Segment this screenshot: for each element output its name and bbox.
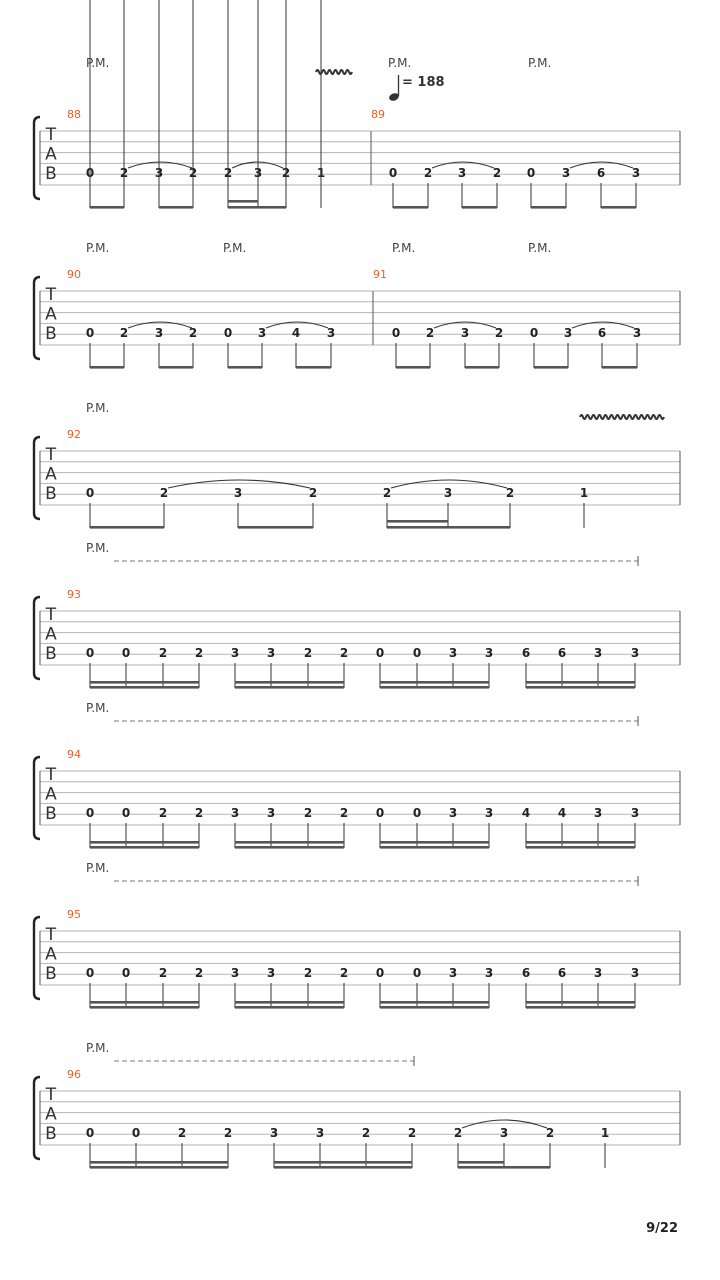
beam	[235, 1006, 344, 1009]
beam	[235, 846, 344, 849]
beam	[380, 841, 489, 844]
fret-number: 2	[453, 1126, 463, 1140]
vibrato-mark	[580, 415, 664, 419]
tab-clef-letter: T	[45, 1085, 57, 1105]
palm-mute-label: P.M.	[388, 56, 412, 70]
tab-clef-letter: A	[45, 944, 57, 965]
fret-number: 2	[158, 966, 168, 980]
measure-number: 90	[67, 268, 81, 281]
fret-number: 3	[448, 966, 458, 980]
fret-number: 2	[494, 326, 504, 340]
tab-clef-letter: T	[45, 285, 57, 305]
fret-number: 0	[529, 326, 539, 340]
palm-mute-label: P.M.	[86, 241, 110, 255]
beam	[380, 681, 489, 684]
beam	[296, 366, 331, 369]
fret-number: 3	[484, 966, 494, 980]
fret-number: 3	[257, 326, 267, 340]
fret-number: 2	[308, 486, 318, 500]
fret-number: 3	[561, 166, 571, 180]
beam	[602, 366, 637, 369]
beam	[90, 686, 199, 689]
tab-clef-letter: B	[45, 964, 57, 984]
palm-mute-label: P.M.	[86, 541, 110, 555]
measure-number: 96	[67, 1068, 81, 1081]
palm-mute-label: P.M.	[86, 861, 110, 875]
tab-clef-letter: A	[45, 1104, 57, 1125]
tab-clef-letter: A	[45, 464, 57, 485]
tab-staff	[34, 757, 680, 839]
fret-number: 0	[85, 326, 95, 340]
fret-number: 0	[85, 166, 95, 180]
fret-number: 2	[159, 486, 169, 500]
fret-number: 3	[269, 1126, 279, 1140]
palm-mute-label: P.M.	[86, 701, 110, 715]
fret-number: 0	[526, 166, 536, 180]
tab-clef-letter: A	[45, 624, 57, 645]
beam	[90, 526, 164, 529]
palm-mute-label: P.M.	[223, 241, 247, 255]
system-bracket	[34, 597, 40, 679]
beam	[235, 1001, 344, 1004]
tab-clef-letter: B	[45, 1124, 57, 1144]
beam	[387, 526, 510, 529]
beam	[393, 206, 428, 209]
beam	[228, 366, 262, 369]
fret-number: 3	[631, 166, 641, 180]
fret-number: 0	[375, 966, 385, 980]
tab-clef-letter: A	[45, 304, 57, 325]
tab-clef-letter: A	[45, 144, 57, 165]
fret-number: 0	[85, 1126, 95, 1140]
fret-number: 1	[579, 486, 589, 500]
measure-number: 93	[67, 588, 81, 601]
fret-number: 4	[291, 326, 301, 340]
beam	[90, 206, 124, 209]
palm-mute-label: P.M.	[86, 56, 110, 70]
fret-number: 2	[223, 1126, 233, 1140]
fret-number: 3	[315, 1126, 325, 1140]
fret-number: 2	[223, 166, 233, 180]
fret-number: 3	[230, 646, 240, 660]
beam	[238, 526, 313, 529]
beam	[526, 686, 635, 689]
fret-number: 0	[121, 966, 131, 980]
fret-number: 6	[597, 326, 607, 340]
fret-number: 3	[460, 326, 470, 340]
fret-number: 3	[230, 966, 240, 980]
palm-mute-label: P.M.	[392, 241, 416, 255]
fret-number: 6	[521, 966, 531, 980]
tab-clef-letter: T	[45, 445, 57, 465]
tab-clef-letter: B	[45, 484, 57, 504]
fret-number: 3	[448, 646, 458, 660]
tab-clef-letter: B	[45, 164, 57, 184]
beam	[458, 1161, 504, 1164]
fret-number: 0	[388, 166, 398, 180]
system-bracket	[34, 117, 40, 199]
beam	[380, 846, 489, 849]
fret-number: 1	[600, 1126, 610, 1140]
beam	[380, 686, 489, 689]
palm-mute-label: P.M.	[86, 401, 110, 415]
fret-number: 3	[593, 806, 603, 820]
fret-number: 6	[521, 646, 531, 660]
fret-number: 2	[188, 166, 198, 180]
fret-number: 2	[194, 806, 204, 820]
beam	[90, 1006, 199, 1009]
beam	[526, 1001, 635, 1004]
fret-number: 3	[593, 966, 603, 980]
fret-number: 3	[484, 646, 494, 660]
beam	[235, 686, 344, 689]
fret-number: 2	[492, 166, 502, 180]
beam	[387, 520, 448, 523]
fret-number: 3	[499, 1126, 509, 1140]
fret-number: 3	[443, 486, 453, 500]
fret-number: 0	[85, 646, 95, 660]
fret-number: 2	[194, 646, 204, 660]
beam	[462, 206, 497, 209]
beam	[534, 366, 568, 369]
beam	[235, 841, 344, 844]
fret-number: 6	[557, 646, 567, 660]
tab-clef-letter: T	[45, 765, 57, 785]
fret-number: 3	[484, 806, 494, 820]
tab-clef-letter: B	[45, 324, 57, 344]
tab-staff	[34, 1077, 680, 1159]
beam	[235, 681, 344, 684]
beam	[380, 1001, 489, 1004]
beam	[159, 206, 193, 209]
fret-number: 0	[121, 646, 131, 660]
fret-number: 3	[233, 486, 243, 500]
tab-clef-letter: T	[45, 925, 57, 945]
palm-mute-label: P.M.	[528, 241, 552, 255]
system-bracket	[34, 917, 40, 999]
fret-number: 2	[425, 326, 435, 340]
fret-number: 3	[448, 806, 458, 820]
system-bracket	[34, 1077, 40, 1159]
beam	[526, 846, 635, 849]
fret-number: 3	[630, 646, 640, 660]
fret-number: 3	[563, 326, 573, 340]
beam	[531, 206, 566, 209]
measure-number: 91	[373, 268, 387, 281]
fret-number: 0	[412, 806, 422, 820]
fret-number: 0	[391, 326, 401, 340]
fret-number: 2	[423, 166, 433, 180]
fret-number: 0	[375, 646, 385, 660]
tab-clef-letter: T	[45, 605, 57, 625]
beam	[458, 1166, 550, 1169]
fret-number: 3	[632, 326, 642, 340]
fret-number: 3	[266, 966, 276, 980]
beam	[526, 1006, 635, 1009]
fret-number: 1	[316, 166, 326, 180]
fret-number: 2	[119, 166, 129, 180]
fret-number: 3	[457, 166, 467, 180]
fret-number: 2	[177, 1126, 187, 1140]
beam	[90, 841, 199, 844]
fret-number: 3	[253, 166, 263, 180]
fret-number: 0	[223, 326, 233, 340]
beam	[601, 206, 636, 209]
beam	[159, 366, 193, 369]
tab-staff	[34, 437, 680, 519]
tab-staff	[34, 917, 680, 999]
tab-clef-letter: T	[45, 125, 57, 145]
fret-number: 2	[303, 646, 313, 660]
system-bracket	[34, 277, 40, 359]
measure-number: 88	[67, 108, 81, 121]
fret-number: 4	[521, 806, 531, 820]
fret-number: 2	[158, 806, 168, 820]
beam	[90, 1166, 228, 1169]
fret-number: 2	[281, 166, 291, 180]
beam	[90, 1161, 228, 1164]
fret-number: 2	[158, 646, 168, 660]
beam	[380, 1006, 489, 1009]
fret-number: 2	[505, 486, 515, 500]
beam	[90, 366, 124, 369]
beam	[228, 206, 286, 209]
fret-number: 0	[412, 646, 422, 660]
fret-number: 3	[326, 326, 336, 340]
fret-number: 2	[339, 806, 349, 820]
fret-number: 3	[154, 326, 164, 340]
tab-clef-letter: B	[45, 804, 57, 824]
beam	[90, 681, 199, 684]
measure-number: 95	[67, 908, 81, 921]
beam	[526, 681, 635, 684]
beam	[465, 366, 499, 369]
fret-number: 6	[596, 166, 606, 180]
measure-number: 89	[371, 108, 385, 121]
tab-staff	[34, 117, 680, 199]
beam	[274, 1161, 412, 1164]
system-bracket	[34, 757, 40, 839]
palm-mute-label: P.M.	[528, 56, 552, 70]
fret-number: 2	[545, 1126, 555, 1140]
fret-number: 2	[339, 646, 349, 660]
fret-number: 2	[361, 1126, 371, 1140]
fret-number: 2	[382, 486, 392, 500]
fret-number: 0	[121, 806, 131, 820]
fret-number: 0	[85, 486, 95, 500]
fret-number: 0	[85, 966, 95, 980]
fret-number: 2	[303, 806, 313, 820]
palm-mute-label: P.M.	[86, 1041, 110, 1055]
fret-number: 3	[266, 806, 276, 820]
tab-staff	[34, 277, 680, 359]
fret-number: 0	[412, 966, 422, 980]
fret-number: 3	[154, 166, 164, 180]
fret-number: 3	[593, 646, 603, 660]
tempo-mark: = 188	[402, 75, 445, 90]
fret-number: 2	[339, 966, 349, 980]
beam	[274, 1166, 412, 1169]
beam	[228, 200, 258, 203]
fret-number: 2	[407, 1126, 417, 1140]
fret-number: 2	[194, 966, 204, 980]
page-number: 9/22	[646, 1221, 678, 1236]
fret-number: 3	[630, 966, 640, 980]
system-bracket	[34, 437, 40, 519]
measure-number: 92	[67, 428, 81, 441]
fret-number: 4	[557, 806, 567, 820]
tab-clef-letter: B	[45, 644, 57, 664]
tab-clef-letter: A	[45, 784, 57, 805]
beam	[396, 366, 430, 369]
measure-number: 94	[67, 748, 81, 761]
beam	[90, 1001, 199, 1004]
fret-number: 0	[85, 806, 95, 820]
fret-number: 2	[188, 326, 198, 340]
fret-number: 2	[119, 326, 129, 340]
beam	[526, 841, 635, 844]
fret-number: 3	[630, 806, 640, 820]
tab-staff	[34, 597, 680, 679]
fret-number: 3	[266, 646, 276, 660]
fret-number: 3	[230, 806, 240, 820]
fret-number: 0	[131, 1126, 141, 1140]
beam	[90, 846, 199, 849]
fret-number: 2	[303, 966, 313, 980]
fret-number: 6	[557, 966, 567, 980]
fret-number: 0	[375, 806, 385, 820]
